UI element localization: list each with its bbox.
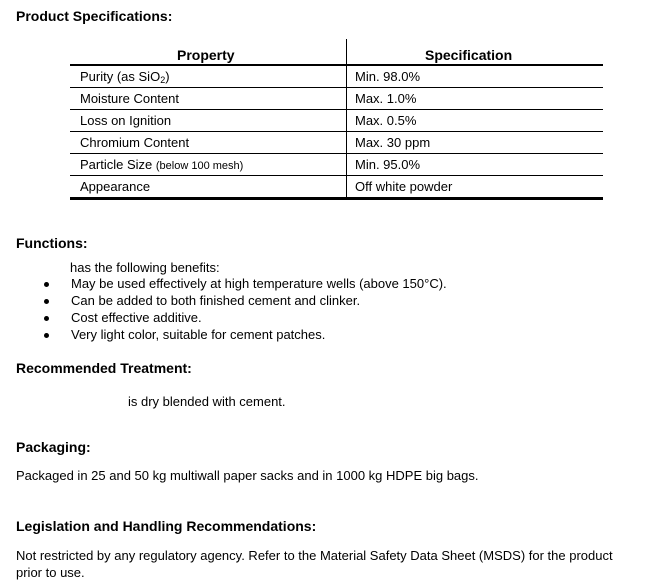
specification-cell: Min. 95.0% — [355, 157, 421, 172]
packaging-text: Packaged in 25 and 50 kg multiwall paper sacks and in 1000 kg HDPE big bags. — [16, 468, 479, 483]
specifications-table — [70, 42, 603, 200]
list-item: Can be added to both finished cement and clinker. — [40, 293, 447, 310]
specification-cell: Off white powder — [355, 179, 453, 194]
column-divider — [346, 110, 347, 131]
property-cell: Loss on Ignition — [80, 113, 172, 128]
bullet-icon — [44, 333, 49, 338]
functions-intro: has the following benefits: — [70, 260, 220, 275]
list-item: Cost effective additive. — [40, 310, 447, 327]
legislation-text-line-2: prior to use. — [16, 565, 85, 580]
property-cell: Particle Size (below 100 mesh) — [80, 157, 244, 172]
packaging-heading: Packaging: — [16, 439, 91, 455]
table-row-moisture — [70, 88, 603, 110]
functions-bullet-list — [40, 276, 447, 344]
property-cell: Chromium Content — [80, 135, 190, 150]
table-row-purity — [70, 66, 603, 88]
legislation-text-line-1: Not restricted by any regulatory agency. Refer to the Material Safety Data Sheet (MSDS) for the product — [16, 548, 613, 563]
list-item: Very light color, suitable for cement patches. — [40, 327, 447, 344]
column-divider — [346, 66, 347, 87]
treatment-text: is dry blended with cement. — [128, 394, 286, 409]
specification-cell: Max. 30 ppm — [355, 135, 431, 150]
property-cell: Appearance — [80, 179, 151, 194]
specification-column-header: Specification — [425, 47, 513, 63]
column-divider — [346, 39, 347, 64]
specification-cell: Max. 1.0% — [355, 91, 417, 106]
column-divider — [346, 176, 347, 197]
legislation-heading: Legislation and Handling Recommendations: — [16, 518, 317, 534]
bullet-icon — [44, 316, 49, 321]
column-divider — [346, 154, 347, 175]
column-divider — [346, 132, 347, 153]
table-row-appearance — [70, 176, 603, 200]
product-specifications-heading: Product Specifications: — [16, 8, 173, 24]
table-header-row — [70, 42, 603, 66]
specification-cell: Max. 0.5% — [355, 113, 417, 128]
functions-heading: Functions: — [16, 235, 88, 251]
bullet-icon — [44, 282, 49, 287]
property-cell: Purity (as SiO$_2$) — [80, 69, 170, 85]
specification-cell: Min. 98.0% — [355, 69, 421, 84]
table-row-particle-size — [70, 154, 603, 176]
table-row-chromium — [70, 132, 603, 154]
property-cell: Moisture Content — [80, 91, 179, 106]
recommended-treatment-heading: Recommended Treatment: — [16, 360, 192, 376]
column-divider — [346, 88, 347, 109]
table-row-loss-on-ignition — [70, 110, 603, 132]
list-item: May be used effectively at high temperature wells (above 150°C). — [40, 276, 447, 293]
property-column-header: Property — [177, 47, 235, 63]
bullet-icon — [44, 299, 49, 304]
